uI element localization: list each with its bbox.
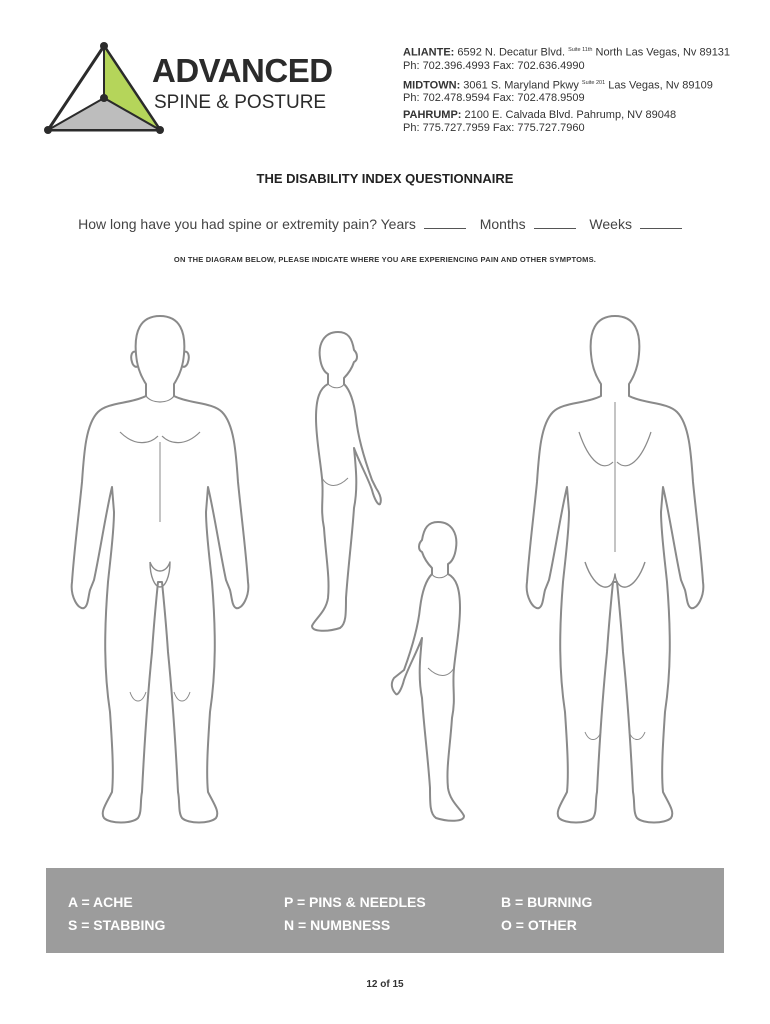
brand-subtitle: SPINE & POSTURE (154, 92, 327, 113)
question-text: How long have you had spine or extremity pain? Years (78, 216, 416, 232)
legend-item: A = ACHE (68, 894, 133, 910)
location-name: PAHRUMP: (403, 109, 462, 122)
location-city: Las Vegas, Nv 89109 (608, 79, 713, 92)
diagram-instruction: ON THE DIAGRAM BELOW, PLEASE INDICATE WHERE YOU ARE EXPERIENCING PAIN AND OTHER SYMPTOMS. (173, 255, 597, 264)
legend-column-1 (68, 891, 165, 937)
page-number: 12 of 15 (366, 979, 404, 990)
company-logo (40, 40, 370, 140)
triangle-logo-icon (40, 40, 165, 136)
location-midtown (403, 77, 743, 106)
legend-column-2 (284, 891, 426, 937)
location-city: North Las Vegas, Nv 89131 (595, 46, 731, 59)
location-contact: Ph: 775.727.7959 Fax: 775.727.7960 (403, 122, 585, 135)
body-back-view[interactable] (525, 312, 705, 832)
location-address: 2100 E. Calvada Blvd. Pahrump, NV 89048 (464, 109, 677, 122)
location-address: 3061 S. Maryland Pkwy (463, 79, 579, 92)
location-contact: Ph: 702.396.4993 Fax: 702.636.4990 (403, 59, 585, 72)
location-pahrump (403, 109, 743, 135)
brand-name: ADVANCED (152, 52, 333, 89)
legend-item: O = OTHER (501, 917, 577, 933)
body-side-view-left[interactable] (382, 518, 482, 823)
symptom-legend (46, 868, 724, 953)
locations-block (403, 44, 743, 139)
location-contact: Ph: 702.478.9594 Fax: 702.478.9509 (403, 92, 585, 105)
body-front-view[interactable] (70, 312, 250, 832)
weeks-field[interactable] (640, 216, 682, 229)
legend-item: S = STABBING (68, 917, 166, 933)
location-address: 6592 N. Decatur Blvd. (457, 46, 566, 59)
page-title: THE DISABILITY INDEX QUESTIONNAIRE (256, 171, 514, 186)
years-field[interactable] (424, 216, 466, 229)
months-label: Months (479, 216, 526, 232)
legend-item: N = NUMBNESS (284, 917, 391, 933)
pain-duration-question (0, 216, 770, 232)
location-name: ALIANTE: (403, 46, 455, 59)
location-suite: Suite 11th (568, 47, 593, 53)
weeks-label: Weeks (589, 216, 632, 232)
location-aliante (403, 44, 743, 73)
legend-column-3 (501, 891, 592, 937)
location-suite: Suite 201 (581, 79, 606, 86)
legend-item: P = PINS & NEEDLES (284, 894, 426, 910)
legend-item: B = BURNING (501, 894, 593, 910)
months-field[interactable] (534, 216, 576, 229)
location-name: MIDTOWN: (403, 79, 461, 92)
